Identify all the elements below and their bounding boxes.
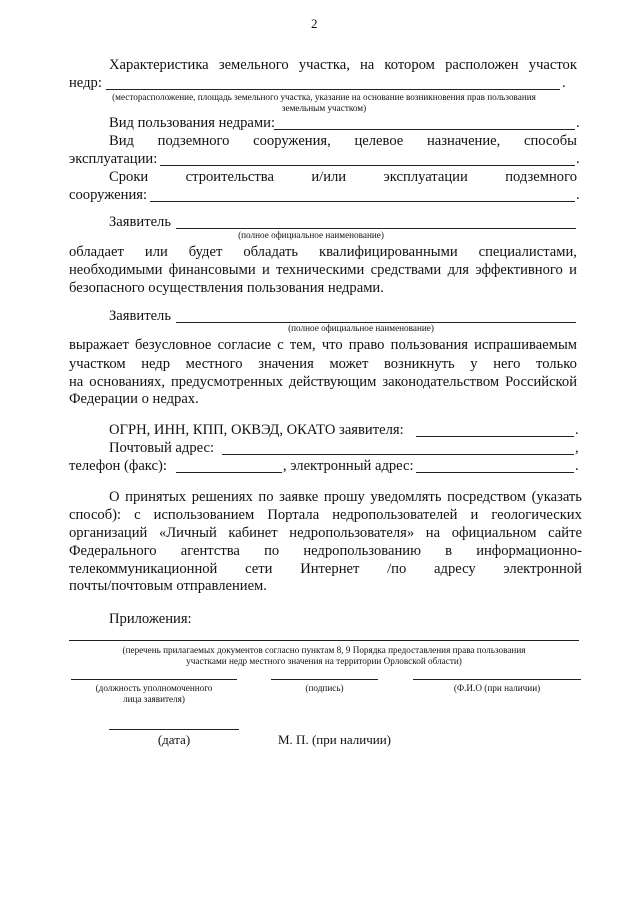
- fio-input-line[interactable]: [413, 679, 581, 680]
- notify-line-3: организаций «Личный кабинет недропользователя» на официальном сайте: [69, 525, 582, 541]
- attachments-label: Приложения:: [109, 611, 192, 627]
- notify-line-6: почты/почтовым отправлением.: [69, 578, 267, 594]
- applicant1-input-line[interactable]: [176, 228, 576, 229]
- notify-line-2: способ): с использованием Портала недропользователей и геологических: [69, 507, 582, 523]
- notify-line-4: Федерального агентства по недропользованию в информационно-: [69, 543, 582, 559]
- use-type-label: Вид пользования недрами:: [109, 115, 275, 131]
- page-number: 2: [311, 16, 318, 31]
- attachments-hint-1: (перечень прилагаемых документов согласно пунктам 8, 9 Порядка предоставления права пользования: [122, 645, 526, 655]
- notify-line-5: телекоммуникационной сети Интернет /по адресу электронной: [69, 561, 582, 577]
- applicant1-label: Заявитель: [109, 214, 171, 230]
- land-line-1: Характеристика земельного участка, на котором расположен участок: [109, 57, 577, 73]
- notify-line-1: О принятых решениях по заявке прошу уведомлять посредством (указать: [109, 489, 582, 505]
- postal-address-label: Почтовый адрес:: [109, 440, 215, 456]
- applicant1-line-3: безопасного осуществления пользования недрами.: [69, 280, 384, 296]
- land-hint-1: (месторасположение, площадь земельного участка, указание на основание возникновения прав пользования: [112, 92, 536, 102]
- date-hint: (дата): [157, 732, 191, 747]
- attachments-hint-2: участками недр местного значения на территории Орловской области): [186, 656, 462, 666]
- applicant2-line-4: Федерации о недрах.: [69, 391, 199, 407]
- position-hint-2: лица заявителя): [123, 694, 185, 704]
- position-hint-1: (должность уполномоченного: [95, 683, 213, 693]
- fio-hint: (Ф.И.О (при наличии): [453, 683, 541, 693]
- position-input-line[interactable]: [71, 679, 237, 680]
- signature-hint: (подпись): [305, 683, 344, 693]
- attachments-input-line[interactable]: [69, 640, 579, 641]
- email-input-line[interactable]: [416, 472, 574, 473]
- applicant2-line-1: выражает безусловное согласие с тем, что право пользования испрашиваемым: [69, 337, 577, 353]
- signature-input-line[interactable]: [271, 679, 378, 680]
- applicant2-hint: (полное официальное наименование): [288, 323, 434, 333]
- applicant2-label: Заявитель: [109, 308, 171, 324]
- land-hint-2: земельным участком): [281, 103, 367, 113]
- use-type-input-line[interactable]: [274, 129, 575, 130]
- phone-input-line[interactable]: [176, 472, 282, 473]
- structure-exploitation-label: эксплуатации:: [69, 151, 158, 167]
- postal-address-input-line[interactable]: [222, 454, 574, 455]
- applicant2-line-2: участком недр местного значения может возникнуть у него только: [69, 356, 577, 372]
- terms-structure-label: сооружения:: [69, 187, 148, 203]
- structure-input-line[interactable]: [160, 165, 575, 166]
- terms-input-line[interactable]: [150, 201, 575, 202]
- codes-input-line[interactable]: [416, 436, 574, 437]
- date-input-line[interactable]: [109, 729, 239, 730]
- email-label: , электронный адрес:: [283, 458, 414, 474]
- phone-label: телефон (факс):: [69, 458, 167, 474]
- applicant1-hint: (полное официальное наименование): [238, 230, 384, 240]
- applicant1-line-1: обладает или будет обладать квалифицированными специалистами,: [69, 244, 577, 260]
- stamp-label: М. П. (при наличии): [278, 732, 392, 747]
- codes-label: ОГРН, ИНН, КПП, ОКВЭД, ОКАТО заявителя:: [109, 422, 404, 438]
- applicant2-line-3: на основаниях, предусмотренных действующим законодательством Российской: [69, 374, 577, 390]
- applicant1-line-2: необходимыми финансовыми и техническими средствами для эффективного и: [69, 262, 577, 278]
- terms-line-1: Сроки строительства и/или эксплуатации подземного: [109, 169, 577, 185]
- structure-line-1: Вид подземного сооружения, целевое назначение, способы: [109, 133, 577, 149]
- land-nedr-label: недр:: [69, 75, 102, 91]
- land-input-line[interactable]: [106, 89, 560, 90]
